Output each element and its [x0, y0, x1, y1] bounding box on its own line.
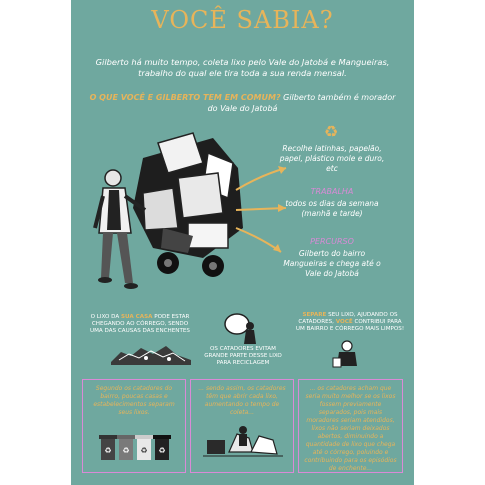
poster — [71, 0, 414, 485]
svg-text:♻: ♻ — [122, 446, 130, 455]
svg-text:♻: ♻ — [158, 446, 166, 455]
middle-center-text: OS CATADORES EVITAM GRANDE PARTE DESSE LIXO PARA RECICLAGEM — [204, 346, 282, 366]
bottom-box-1-text: Segundo os catadores do bairro, poucas casas e estabelecimentos separam seus lixos. — [93, 385, 175, 416]
middle-right-text — [295, 312, 405, 333]
item-works-heading: TRABALHA — [310, 187, 354, 196]
bottom-box-2-text: ... sendo assim, os catadores têm que abrir cada lixo, aumentando o tempo de coleta... — [198, 385, 286, 416]
item-works-text: todos os dias da semana (manhã e tarde) — [285, 199, 379, 218]
middle-left-post: PODE ESTAR CHEGANDO AO CÓRREGO, SENDO UMA DAS CAUSAS DAS ENCHENTES — [90, 314, 190, 334]
middle-right-highlight: SEPARE — [302, 312, 327, 318]
recycle-icon: ♻ — [323, 122, 339, 141]
recycling-bins-icon — [99, 432, 173, 462]
item-collects-text: Recolhe latinhas, papelão, papel, plástico mole e duro, etc — [279, 144, 385, 173]
opened-trash-bags-icon — [203, 422, 283, 462]
intro-text: Gilberto há muito tempo, coleta lixo pelo Vale do Jatobá e Mangueiras, trabalho do qual ele tira toda a sua renda mensal. — [95, 57, 390, 78]
question-highlight: O QUE VOCÊ E GILBERTO TEM EM COMUM? — [89, 93, 281, 102]
svg-text:♻: ♻ — [140, 446, 148, 455]
item-route-text: Gilberto do bairro Mangueiras e chega até o Vale do Jatobá — [283, 249, 381, 278]
page-title: VOCÊ SABIA? — [151, 6, 334, 34]
person-sorting-image — [331, 340, 363, 368]
middle-right-highlight2: VOCÊ — [335, 319, 353, 325]
bottom-box-3-text: ... os catadores acham que seria muito melhor se os lixos fossem previamente separados, pois mais moradores seriam atendidos, lixos não seriam deixados abertos, diminuindo a quantidade de lixo que chega até o córrego, poluindo e contribuindo para os episódios de enchente... — [304, 385, 397, 472]
item-route-heading: PERCURSO — [310, 237, 354, 246]
middle-left-pre: O LIXO DA — [90, 314, 121, 320]
middle-right-mid: SEU LIXO, AJUDANDO OS CATADORES, — [298, 312, 398, 325]
bottom-box-1 — [82, 379, 186, 473]
middle-right-post: CONTRIBUI PARA UM BAIRRO E CÓRREGO MAIS LIMPOS! — [295, 319, 405, 332]
bottom-box-2 — [190, 379, 294, 473]
middle-left-text — [85, 314, 195, 335]
collector-bag-image — [222, 312, 262, 347]
trash-pile-image — [111, 340, 191, 365]
question-body: Gilberto também é morador do Vale do Jatobá — [207, 93, 396, 113]
middle-left-highlight: SUA CASA — [120, 314, 153, 320]
bottom-box-3 — [298, 379, 403, 473]
question-text — [85, 92, 400, 114]
svg-text:♻: ♻ — [104, 446, 112, 455]
